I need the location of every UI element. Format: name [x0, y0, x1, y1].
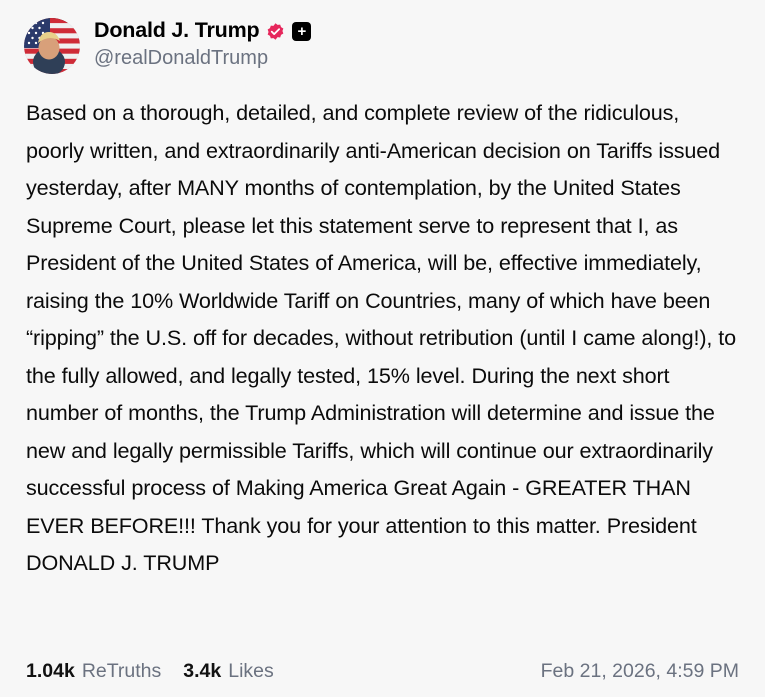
- post-stats: [26, 660, 274, 683]
- plus-badge-icon: +: [292, 22, 311, 41]
- author-name-row: [94, 18, 311, 44]
- avatar[interactable]: [24, 18, 80, 74]
- verified-check-icon: [266, 22, 285, 41]
- likes-count: 3.4k: [183, 660, 222, 682]
- post-timestamp: Feb 21, 2026, 4:59 PM: [540, 660, 739, 682]
- author-info: [94, 16, 311, 71]
- post-header: [0, 0, 765, 80]
- post-footer: [0, 660, 765, 683]
- author-display-name: Donald J. Trump: [94, 18, 260, 42]
- author-handle[interactable]: @realDonaldTrump: [94, 46, 269, 69]
- likes-label[interactable]: Likes: [228, 660, 274, 682]
- retruths-count: 1.04k: [26, 660, 75, 682]
- retruths-label[interactable]: ReTruths: [81, 660, 162, 682]
- post-content: Based on a thorough, detailed, and complete review of the ridiculous, poorly written, and extraordinarily anti-American decision on Tariffs issued yesterday, after MANY months of contemplation, by the United States Supreme Court, please let this statement serve to represent that I, as President of the United States of America, will be, effective immediately, raising the 10% Worldwide Tariff on Countries, many of which have been “ripping” the U.S. off for decades, without retribution (until I came along!), to the fully allowed, and legally tested, 15% level. During the next short number of months, the Trump Administration will determine and issue the new and legally permissible Tariffs, which will continue our extraordinarily successful process of Making America Great Again - GREATER THAN EVER BEFORE!!! Thank you for your attention to this matter. President DONALD J. TRUMP: [26, 100, 737, 575]
